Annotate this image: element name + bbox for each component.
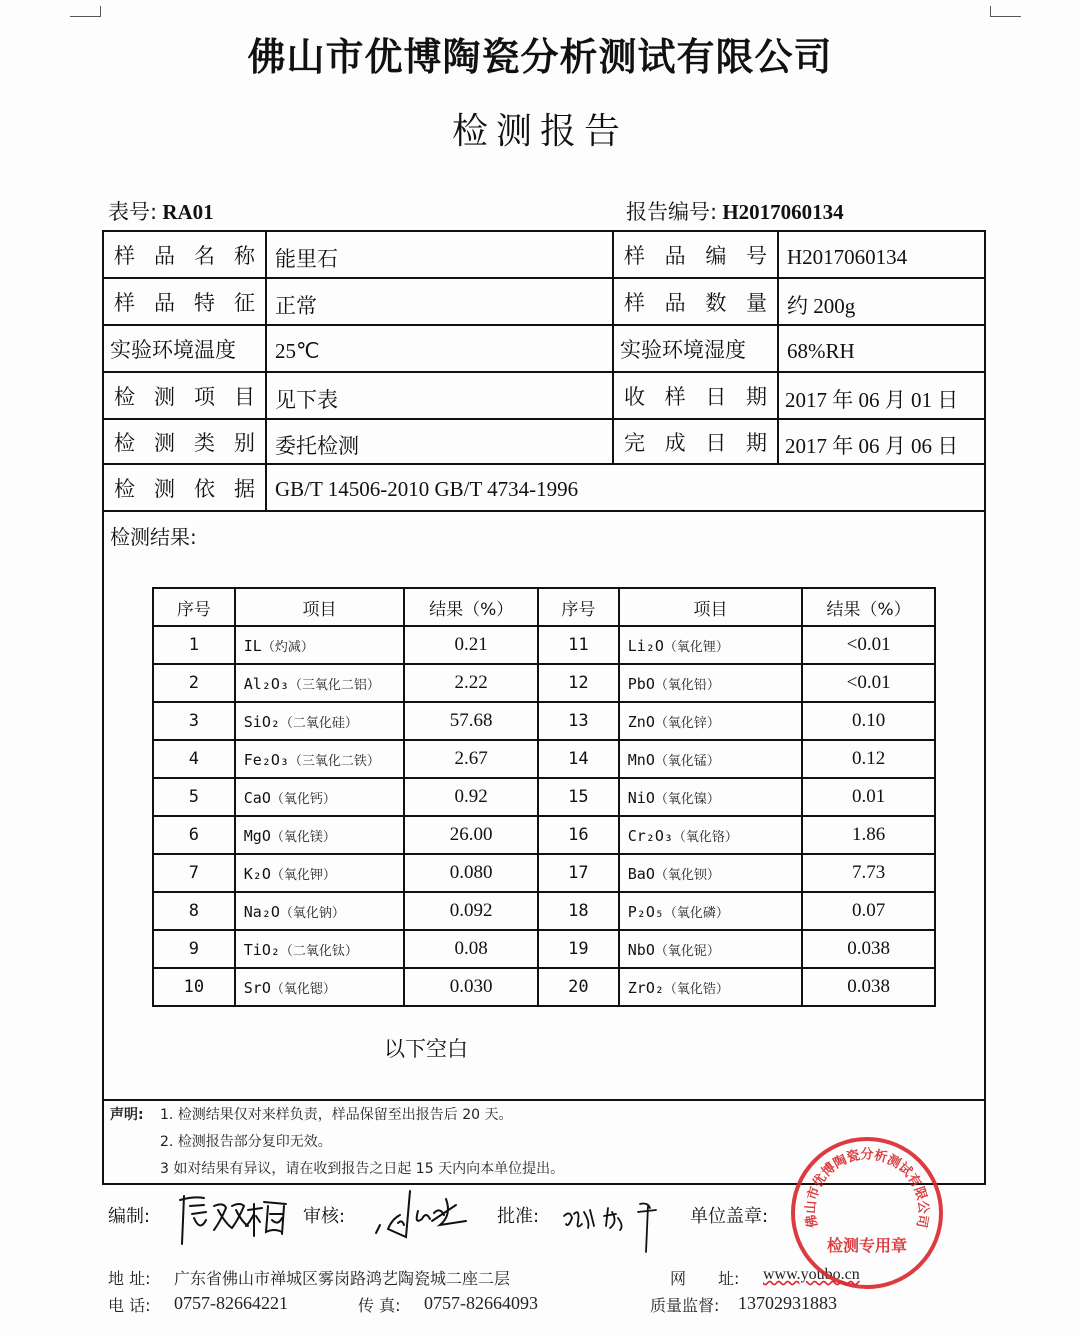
row-item <box>619 778 803 816</box>
item-chinese-name: （三氧化二铁） <box>288 753 380 769</box>
row-number: 5 <box>153 778 235 816</box>
row-number: 16 <box>538 816 619 854</box>
test-items-label: 检 测 项 目 <box>114 384 255 409</box>
item-formula: SiO₂ <box>243 712 280 731</box>
test-type-label: 检 测 类 别 <box>114 430 255 455</box>
row-item <box>235 892 405 930</box>
item-chinese-name: （氧化镍） <box>654 791 720 807</box>
item-formula: Al₂O₃ <box>243 674 289 693</box>
header-no: 序号 <box>153 588 235 626</box>
item-formula: MgO <box>243 826 271 845</box>
row-result: 0.038 <box>802 930 935 968</box>
prepared-signature <box>170 1188 290 1248</box>
item-formula: Li₂O <box>627 636 664 655</box>
row-result: 0.01 <box>802 778 935 816</box>
results-row <box>153 968 935 1006</box>
row-number: 8 <box>153 892 235 930</box>
item-formula: PbO <box>627 674 655 693</box>
item-formula: TiO₂ <box>243 940 280 959</box>
form-number-label: 表号: <box>108 200 158 224</box>
address-label: 地 址: <box>108 1269 151 1288</box>
statement-label: 声明: <box>110 1107 144 1123</box>
row-number: 1 <box>153 626 235 664</box>
env-humidity-label: 实验环境湿度 <box>620 337 746 362</box>
row-result: 0.030 <box>404 968 538 1006</box>
row-item <box>619 968 803 1006</box>
results-row <box>153 740 935 778</box>
item-chinese-name: （二氧化钛） <box>279 943 358 959</box>
row-result: 0.10 <box>802 702 935 740</box>
row-number: 4 <box>153 740 235 778</box>
supervision-label: 质量监督: <box>650 1296 720 1315</box>
results-row <box>153 854 935 892</box>
row-result: 0.21 <box>404 626 538 664</box>
row-number: 10 <box>153 968 235 1006</box>
fax-value: 0757-82664093 <box>424 1293 538 1313</box>
row-number: 15 <box>538 778 619 816</box>
row-number: 14 <box>538 740 619 778</box>
item-formula: BaO <box>627 864 655 883</box>
row-result: 0.092 <box>404 892 538 930</box>
item-chinese-name: （二氧化硅） <box>279 715 358 731</box>
item-chinese-name: （氧化锌） <box>654 715 720 731</box>
results-row <box>153 626 935 664</box>
receive-date-value: 2017 年 06 月 01 日 <box>785 387 959 412</box>
row-result: 7.73 <box>802 854 935 892</box>
row-item <box>619 664 803 702</box>
website-link[interactable]: www.youbo.cn <box>763 1266 860 1283</box>
row-result: 2.67 <box>404 740 538 778</box>
complete-date-value: 2017 年 06 月 06 日 <box>785 433 959 458</box>
row-number: 3 <box>153 702 235 740</box>
header-item: 项目 <box>235 588 405 626</box>
sample-feature-label: 样 品 特 征 <box>114 290 255 315</box>
row-item <box>619 740 803 778</box>
svg-text:佛山市优博陶瓷分析测试有限公司: 佛山市优博陶瓷分析测试有限公司 <box>803 1147 931 1229</box>
seal-label: 单位盖章: <box>690 1206 769 1227</box>
results-header-row <box>153 588 935 626</box>
company-name: 佛山市优博陶瓷分析测试有限公司 <box>247 35 833 79</box>
svg-text:检测专用章: 检测专用章 <box>826 1236 908 1255</box>
fax-label: 传 真: <box>358 1296 401 1315</box>
row-number: 18 <box>538 892 619 930</box>
row-result: 0.92 <box>404 778 538 816</box>
item-chinese-name: （灼减） <box>261 639 314 655</box>
row-result: 0.08 <box>404 930 538 968</box>
results-row <box>153 778 935 816</box>
supervision-value: 13702931883 <box>738 1293 837 1313</box>
standard-value: GB/T 14506-2010 GB/T 4734-1996 <box>275 477 579 501</box>
item-chinese-name: （氧化锆） <box>663 981 729 997</box>
row-item <box>619 854 803 892</box>
item-chinese-name: （氧化磷） <box>663 905 729 921</box>
header-result: 结果（%） <box>404 588 538 626</box>
sample-id-value: H2017060134 <box>787 245 908 269</box>
sample-name-value: 能里石 <box>275 246 338 271</box>
item-chinese-name: （氧化铅） <box>654 677 720 693</box>
results-row <box>153 702 935 740</box>
row-number: 17 <box>538 854 619 892</box>
row-item <box>235 740 405 778</box>
env-humidity-value: 68%RH <box>787 339 855 363</box>
row-item <box>235 854 405 892</box>
item-chinese-name: （氧化钙） <box>270 791 336 807</box>
results-row <box>153 664 935 702</box>
reviewed-label: 审核: <box>303 1206 346 1227</box>
item-formula: Na₂O <box>243 902 280 921</box>
row-result: 57.68 <box>404 702 538 740</box>
header-no: 序号 <box>538 588 619 626</box>
results-table <box>152 587 936 1007</box>
form-number-value: RA01 <box>162 200 214 224</box>
header-result: 结果（%） <box>802 588 935 626</box>
row-number: 13 <box>538 702 619 740</box>
item-chinese-name: （氧化镁） <box>270 829 336 845</box>
report-title: 检测报告 <box>451 111 628 152</box>
row-result: 2.22 <box>404 664 538 702</box>
prepared-label: 编制: <box>108 1206 151 1227</box>
row-number: 9 <box>153 930 235 968</box>
row-item <box>619 626 803 664</box>
sample-qty-label: 样 品 数 量 <box>624 290 767 315</box>
row-item <box>619 816 803 854</box>
row-number: 7 <box>153 854 235 892</box>
item-chinese-name: （氧化钾） <box>270 867 336 883</box>
phone-label: 电 话: <box>108 1296 151 1315</box>
row-number: 11 <box>538 626 619 664</box>
website-label: 网 址: <box>670 1269 740 1288</box>
row-item <box>235 930 405 968</box>
row-result: 0.07 <box>802 892 935 930</box>
address-value: 广东省佛山市禅城区雾岗路鸿艺陶瓷城二座二层 <box>174 1269 511 1288</box>
item-chinese-name: （氧化铌） <box>654 943 720 959</box>
item-chinese-name: （氧化锶） <box>270 981 336 997</box>
item-formula: K₂O <box>243 864 271 883</box>
item-chinese-name: （氧化锂） <box>663 639 729 655</box>
report-number <box>626 196 844 226</box>
row-item <box>235 702 405 740</box>
item-formula: P₂O₅ <box>627 902 664 921</box>
sample-id-label: 样 品 编 号 <box>624 243 767 268</box>
row-number: 6 <box>153 816 235 854</box>
corner-mark-right <box>990 6 1021 17</box>
row-number: 2 <box>153 664 235 702</box>
env-temp-value: 25℃ <box>275 339 320 363</box>
row-item <box>619 892 803 930</box>
row-result: 1.86 <box>802 816 935 854</box>
form-number <box>108 196 214 226</box>
row-item <box>235 664 405 702</box>
item-chinese-name: （三氧化二铝） <box>288 677 380 693</box>
row-result: 0.038 <box>802 968 935 1006</box>
results-row <box>153 892 935 930</box>
test-items-value: 见下表 <box>275 387 338 412</box>
item-formula: CaO <box>243 788 271 807</box>
item-chinese-name: （氧化钡） <box>654 867 720 883</box>
approved-label: 批准: <box>497 1206 540 1227</box>
row-number: 19 <box>538 930 619 968</box>
phone-value: 0757-82664221 <box>174 1293 288 1313</box>
sample-feature-value: 正常 <box>275 293 317 318</box>
row-item <box>619 930 803 968</box>
row-result: <0.01 <box>802 626 935 664</box>
row-item <box>619 702 803 740</box>
row-item <box>235 778 405 816</box>
row-result: 0.12 <box>802 740 935 778</box>
item-chinese-name: （氧化锰） <box>654 753 720 769</box>
blank-below-note: 以下空白 <box>384 1037 468 1061</box>
item-formula: ZnO <box>627 712 655 731</box>
official-seal-stamp <box>787 1133 947 1293</box>
header-item: 项目 <box>619 588 803 626</box>
item-formula: SrO <box>243 978 271 997</box>
complete-date-label: 完 成 日 期 <box>624 430 767 455</box>
results-row <box>153 930 935 968</box>
item-formula: NiO <box>627 788 655 807</box>
item-formula: NbO <box>627 940 655 959</box>
corner-mark-left <box>70 6 101 17</box>
standard-label: 检 测 依 据 <box>114 476 255 501</box>
row-result: 0.080 <box>404 854 538 892</box>
item-formula: Fe₂O₃ <box>243 750 289 769</box>
row-item <box>235 816 405 854</box>
row-result: 26.00 <box>404 816 538 854</box>
report-number-value: H2017060134 <box>722 200 844 224</box>
sample-name-label: 样 品 名 称 <box>114 243 255 268</box>
statement-item-3: 3 如对结果有异议，请在收到报告之日起 15 天内向本单位提出。 <box>160 1161 565 1177</box>
approved-signature <box>560 1196 680 1256</box>
results-row <box>153 816 935 854</box>
row-number: 12 <box>538 664 619 702</box>
env-temp-label: 实验环境温度 <box>110 337 236 362</box>
report-number-label: 报告编号: <box>626 200 718 224</box>
statement-item-1: 1. 检测结果仅对来样负责，样品保留至出报告后 20 天。 <box>160 1107 513 1123</box>
item-chinese-name: （氧化铬） <box>672 829 738 845</box>
row-item <box>235 968 405 1006</box>
row-result: <0.01 <box>802 664 935 702</box>
receive-date-label: 收 样 日 期 <box>624 384 767 409</box>
sample-qty-value: 约 200g <box>787 293 856 318</box>
row-number: 20 <box>538 968 619 1006</box>
item-chinese-name: （氧化钠） <box>279 905 345 921</box>
test-type-value: 委托检测 <box>275 433 359 458</box>
statement-item-2: 2. 检测报告部分复印无效。 <box>160 1134 332 1150</box>
item-formula: ZrO₂ <box>627 978 664 997</box>
item-formula: MnO <box>627 750 655 769</box>
item-formula: Cr₂O₃ <box>627 826 673 845</box>
reviewed-signature <box>370 1185 480 1245</box>
row-item <box>235 626 405 664</box>
item-formula: IL <box>243 636 262 655</box>
results-heading: 检测结果: <box>110 525 197 549</box>
